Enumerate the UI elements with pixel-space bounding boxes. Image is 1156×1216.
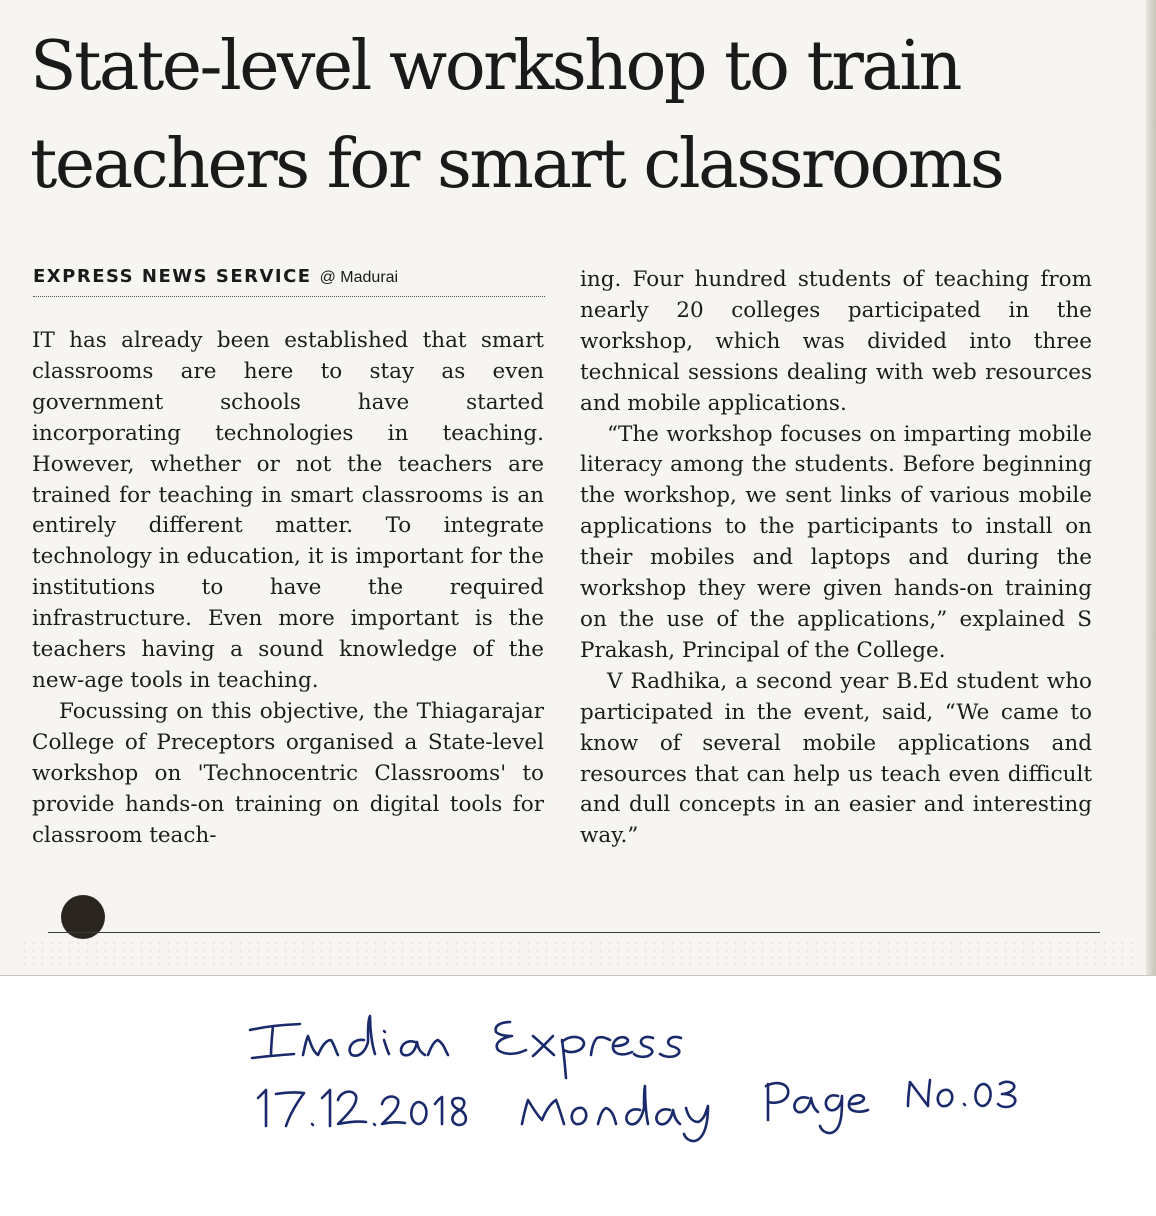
handwritten-day — [522, 1086, 708, 1141]
headline-line-1: State-level workshop to train — [30, 27, 960, 106]
print-speckle — [20, 940, 1140, 970]
paragraph: Focussing on this objective, the Thiagarajar College of Preceptors organised a State-level workshop on 'Technocentric Classrooms' to provide hands-on training on digital tools for classroom teach- — [32, 698, 544, 848]
byline-agency: EXPRESS NEWS SERVICE — [33, 266, 312, 287]
headline — [30, 18, 1110, 214]
paragraph: ing. Four hundred students of teaching from nearly 20 colleges participated in the workshop, which was divided into three technical sessions dealing with web resources and mobile applications. — [580, 267, 1092, 416]
paragraph: IT has already been established that smart classrooms are here to stay as even government schools have started incorporating technologies in teaching. However, whether or not the teachers are trained for teaching in smart classrooms is an entirely different matter. To integrate technology in education, it is important for the institutions to have the required infrastructure. Even more important is the teachers having a sound knowledge of the new-age tools in teaching. — [32, 328, 544, 693]
byline — [33, 266, 545, 297]
article-end-rule — [48, 932, 1100, 933]
paragraph: “The workshop focuses on imparting mobile literacy among the students. Before beginning the workshop, we sent links of various mobile applications to the participants to install on their mobiles and laptops and during the workshop they were given hands-on training on the use of the applications,” explained S Prakash, Principal of the College. — [580, 421, 1092, 663]
handwritten-page — [766, 1080, 1015, 1133]
handwritten-date — [258, 1090, 466, 1126]
byline-place: @ Madurai — [319, 269, 399, 286]
article-column-left — [32, 326, 544, 851]
handwritten-publication — [250, 1016, 681, 1078]
headline-line-2: teachers for smart classrooms — [30, 125, 1003, 204]
clipping-edge — [1146, 0, 1156, 975]
paragraph: V Radhika, a second year B.Ed student who participated in the event, said, “We came to know of several mobile applications and resources that can help us teach even difficult and dull concepts in an easier and interesting way.” — [580, 668, 1092, 849]
article-column-right — [580, 265, 1092, 852]
